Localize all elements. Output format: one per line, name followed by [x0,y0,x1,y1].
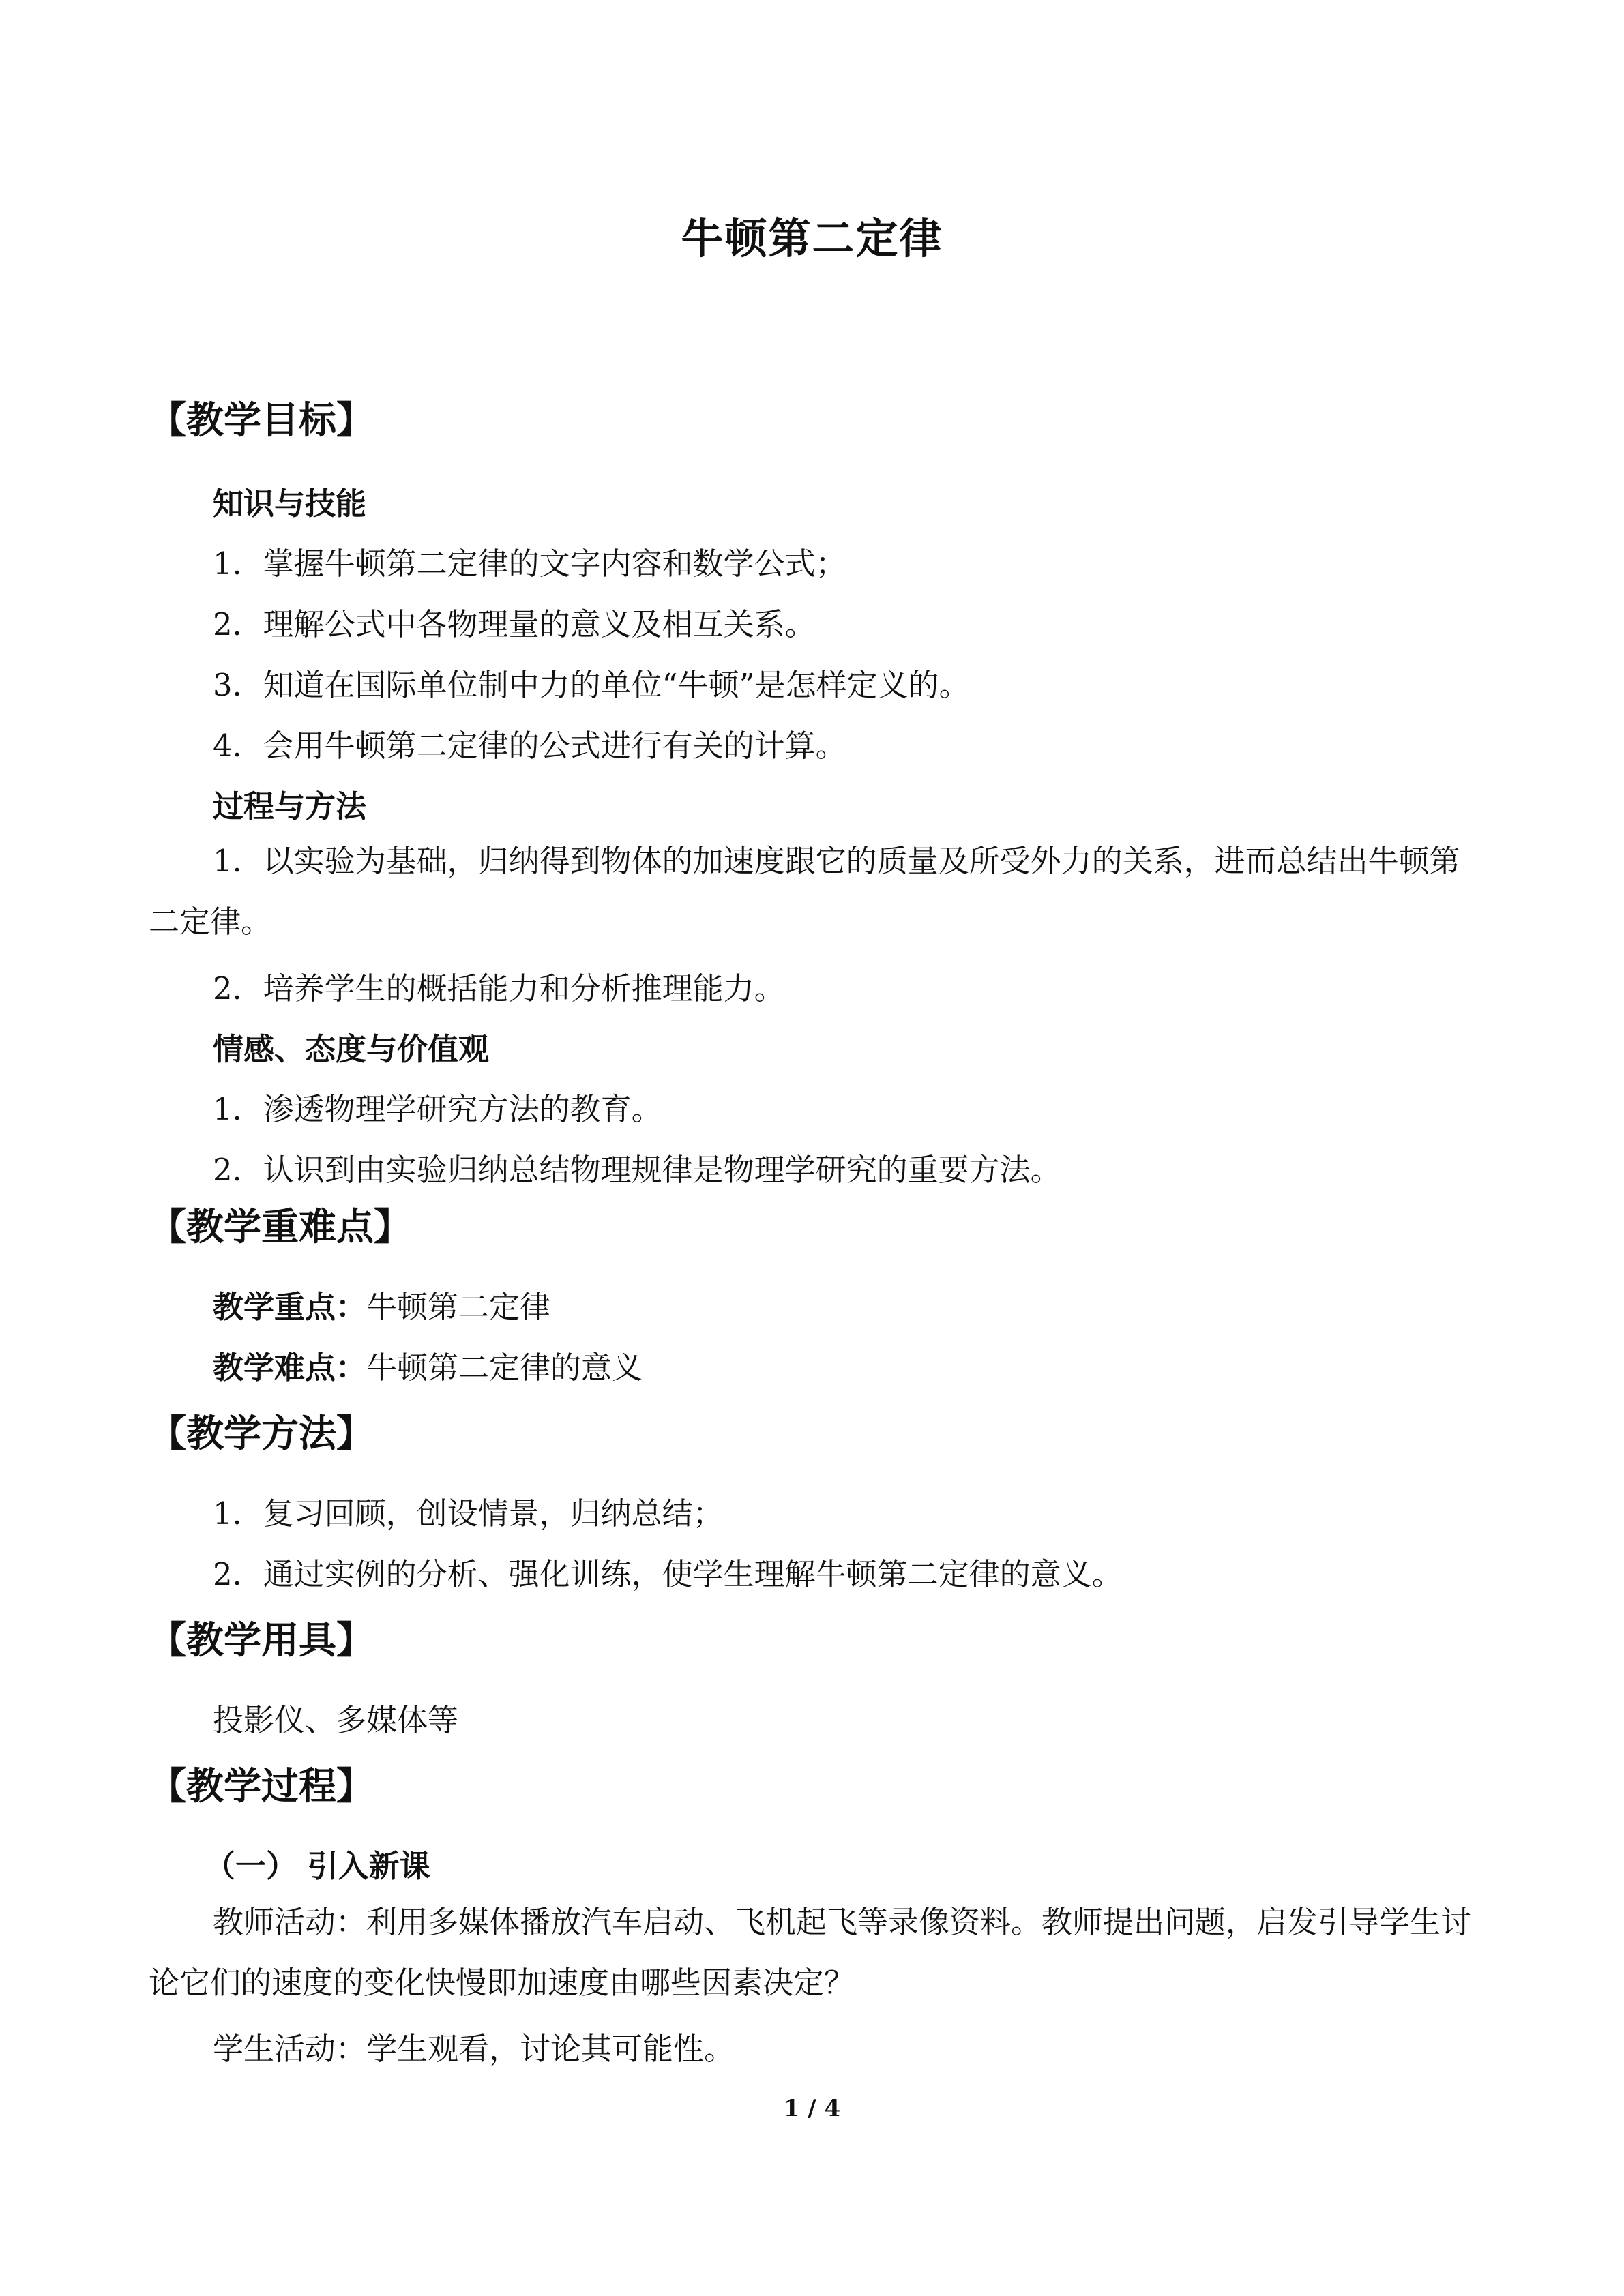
process-item-2: 2．培养学生的概括能力和分析推理能力。 [213,970,785,1007]
subheading-intro: （一） 引入新课 [205,1848,430,1884]
section-heading-process: 【教学过程】 [149,1763,374,1808]
key-point-value: 牛顿第二定律 [366,1289,551,1325]
difficult-point-label: 教学难点： [213,1350,367,1386]
subheading-knowledge: 知识与技能 [213,486,367,522]
process-item-1: 1．以实验为基础，归纳得到物体的加速度跟它的质量及所受外力的关系，进而总结出牛顿第二定律。 [149,843,1460,940]
method-item-1: 1．复习回顾，创设情景，归纳总结； [213,1495,724,1532]
document-title: 牛顿第二定律 [681,213,943,263]
section-heading-objectives: 【教学目标】 [149,398,374,442]
difficult-point-value: 牛顿第二定律的意义 [366,1350,643,1386]
tools-text: 投影仪、多媒体等 [213,1702,459,1738]
difficult-point-row [213,1343,643,1387]
student-activity: 学生活动：学生观看，讨论其可能性。 [213,2031,735,2067]
emotion-item-1: 1．渗透物理学研究方法的教育。 [213,1091,662,1127]
knowledge-item-3: 3．知道在国际单位制中力的单位“牛顿”是怎样定义的。 [213,667,970,703]
method-item-2: 2．通过实例的分析、强化训练，使学生理解牛顿第二定律的意义。 [213,1556,1123,1592]
key-point-row [213,1282,550,1326]
knowledge-item-4: 4．会用牛顿第二定律的公式进行有关的计算。 [213,728,846,764]
section-heading-methods: 【教学方法】 [149,1411,374,1455]
section-heading-key-points: 【教学重难点】 [149,1204,412,1249]
knowledge-item-1: 1．掌握牛顿第二定律的文字内容和数学公式； [213,546,846,582]
section-heading-tools: 【教学用具】 [149,1617,374,1662]
emotion-item-2: 2．认识到由实验归纳总结物理规律是物理学研究的重要方法。 [213,1152,1061,1188]
subheading-process: 过程与方法 [213,788,367,824]
teacher-activity: 教师活动：利用多媒体播放汽车启动、飞机起飞等录像资料。教师提出问题，启发引导学生讨论它们的速度的变化快慢即加速度由哪些因素决定？ [149,1904,1472,2001]
knowledge-item-2: 2．理解公式中各物理量的意义及相互关系。 [213,606,816,642]
key-point-label: 教学重点： [213,1289,367,1325]
page-number: 1 / 4 [783,2095,841,2122]
subheading-emotion: 情感、态度与价值观 [213,1031,490,1067]
